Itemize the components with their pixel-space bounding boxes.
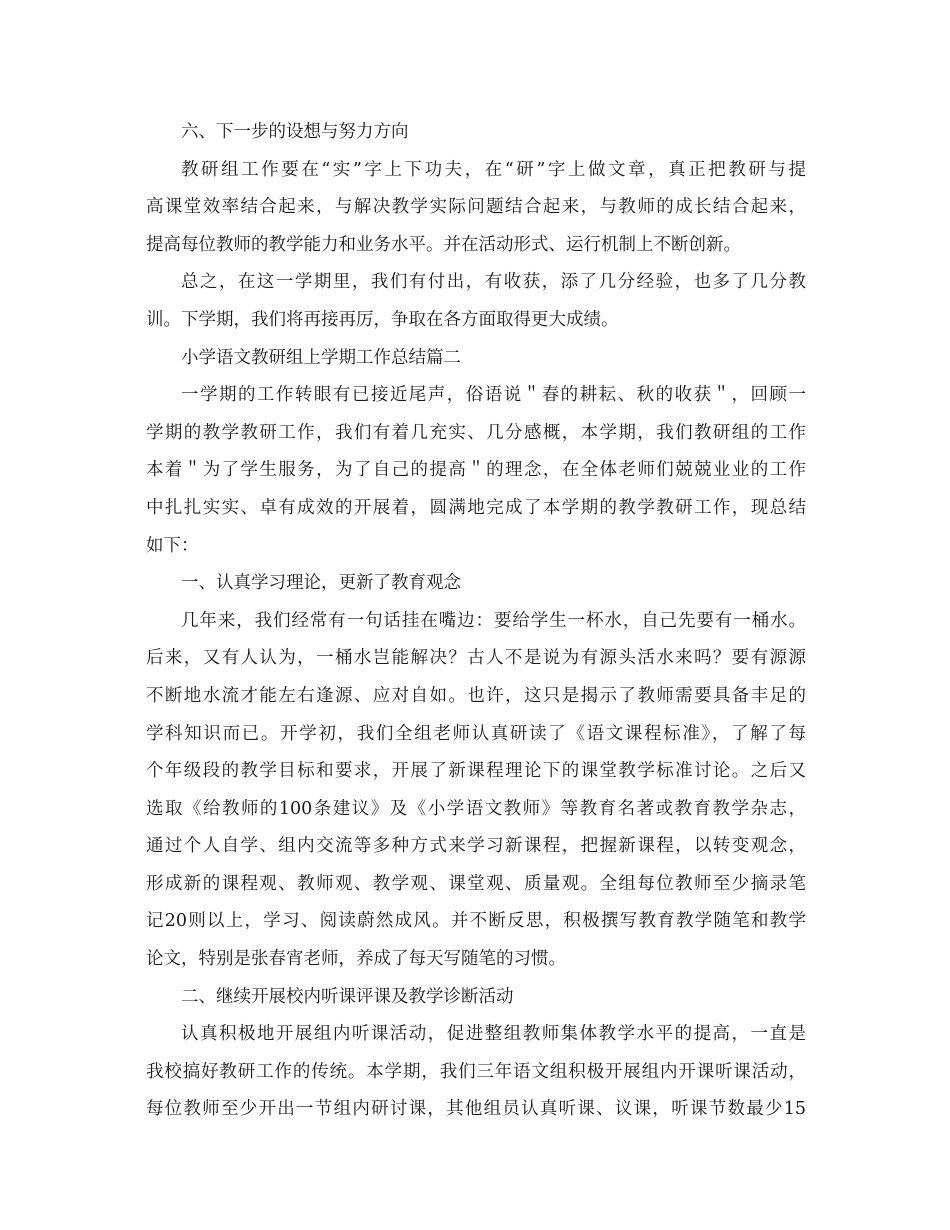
paragraph-line: 本着＂为了学生服务，为了自己的提高＂的理念，在全体老师们兢兢业业的工作	[146, 460, 806, 481]
paragraph-line: 通过个人自学、组内交流等多种方式来学习新课程，把握新课程，以转变观念，	[146, 836, 806, 857]
paragraph-line: 如下：	[146, 535, 199, 556]
paragraph-line: 教研组工作要在“实”字上下功夫，在“研”字上做文章，真正把教研与提	[181, 159, 806, 180]
paragraph-line: 后来，又有人认为，一桶水岂能解决？古人不是说为有源头活水来吗？要有源源	[146, 648, 806, 669]
paragraph-line: 记20则以上，学习、阅读蔚然成风。并不断反思，积极撰写教育教学随笔和教学	[146, 911, 806, 932]
paragraph-line: 几年来，我们经常有一句话挂在嘴边：要给学生一杯水，自己先要有一桶水。	[181, 610, 806, 631]
paragraph-line: 个年级段的教学目标和要求，开展了新课程理论下的课堂教学标准讨论。之后又	[146, 761, 806, 782]
section-heading: 一、认真学习理论，更新了教育观念	[181, 573, 461, 594]
article-title: 小学语文教研组上学期工作总结篇二	[181, 347, 461, 368]
paragraph-line: 总之，在这一学期里，我们有付出，有收获，添了几分经验，也多了几分教	[181, 272, 806, 293]
paragraph-line: 训。下学期，我们将再接再厉，争取在各方面取得更大成绩。	[146, 309, 619, 330]
paragraph-line: 学期的教学教研工作，我们有着几充实、几分感概，本学期，我们教研组的工作	[146, 422, 806, 443]
paragraph-line: 形成新的课程观、教师观、教学观、课堂观、质量观。全组每位教师至少摘录笔	[146, 873, 806, 894]
paragraph-line: 提高每位教师的教学能力和业务水平。并在活动形式、运行机制上不断创新。	[146, 234, 741, 255]
paragraph-line: 选取《给教师的100条建议》及《小学语文教师》等教育名著或教育教学杂志，	[146, 798, 806, 819]
paragraph-line: 一学期的工作转眼有已接近尾声，俗语说＂春的耕耘、秋的收获＂，回顾一	[181, 385, 806, 406]
paragraph-line: 学科知识而已。开学初，我们全组老师认真研读了《语文课程标准》，了解了每	[146, 723, 806, 744]
paragraph-line: 我校搞好教研工作的传统。本学期，我们三年语文组积极开展组内开课听课活动，	[146, 1061, 806, 1082]
document-body	[146, 114, 806, 1129]
paragraph-line: 论文，特别是张春宵老师，养成了每天写随笔的习惯。	[146, 949, 566, 970]
paragraph-line: 高课堂效率结合起来，与解决教学实际问题结合起来，与教师的成长结合起来，	[146, 197, 806, 218]
paragraph-line: 不断地水流才能左右逢源、应对自如。也许，这只是揭示了教师需要具备丰足的	[146, 685, 806, 706]
paragraph-line: 认真积极地开展组内听课活动，促进整组教师集体教学水平的提高，一直是	[181, 1024, 806, 1045]
paragraph-line: 每位教师至少开出一节组内研讨课，其他组员认真听课、议课，听课节数最少15	[146, 1099, 806, 1120]
section-heading: 二、继续开展校内听课评课及教学诊断活动	[181, 986, 514, 1007]
paragraph-line: 中扎扎实实、卓有成效的开展着，圆满地完成了本学期的教学教研工作，现总结	[146, 497, 806, 518]
section-heading: 六、下一步的设想与努力方向	[181, 122, 409, 142]
